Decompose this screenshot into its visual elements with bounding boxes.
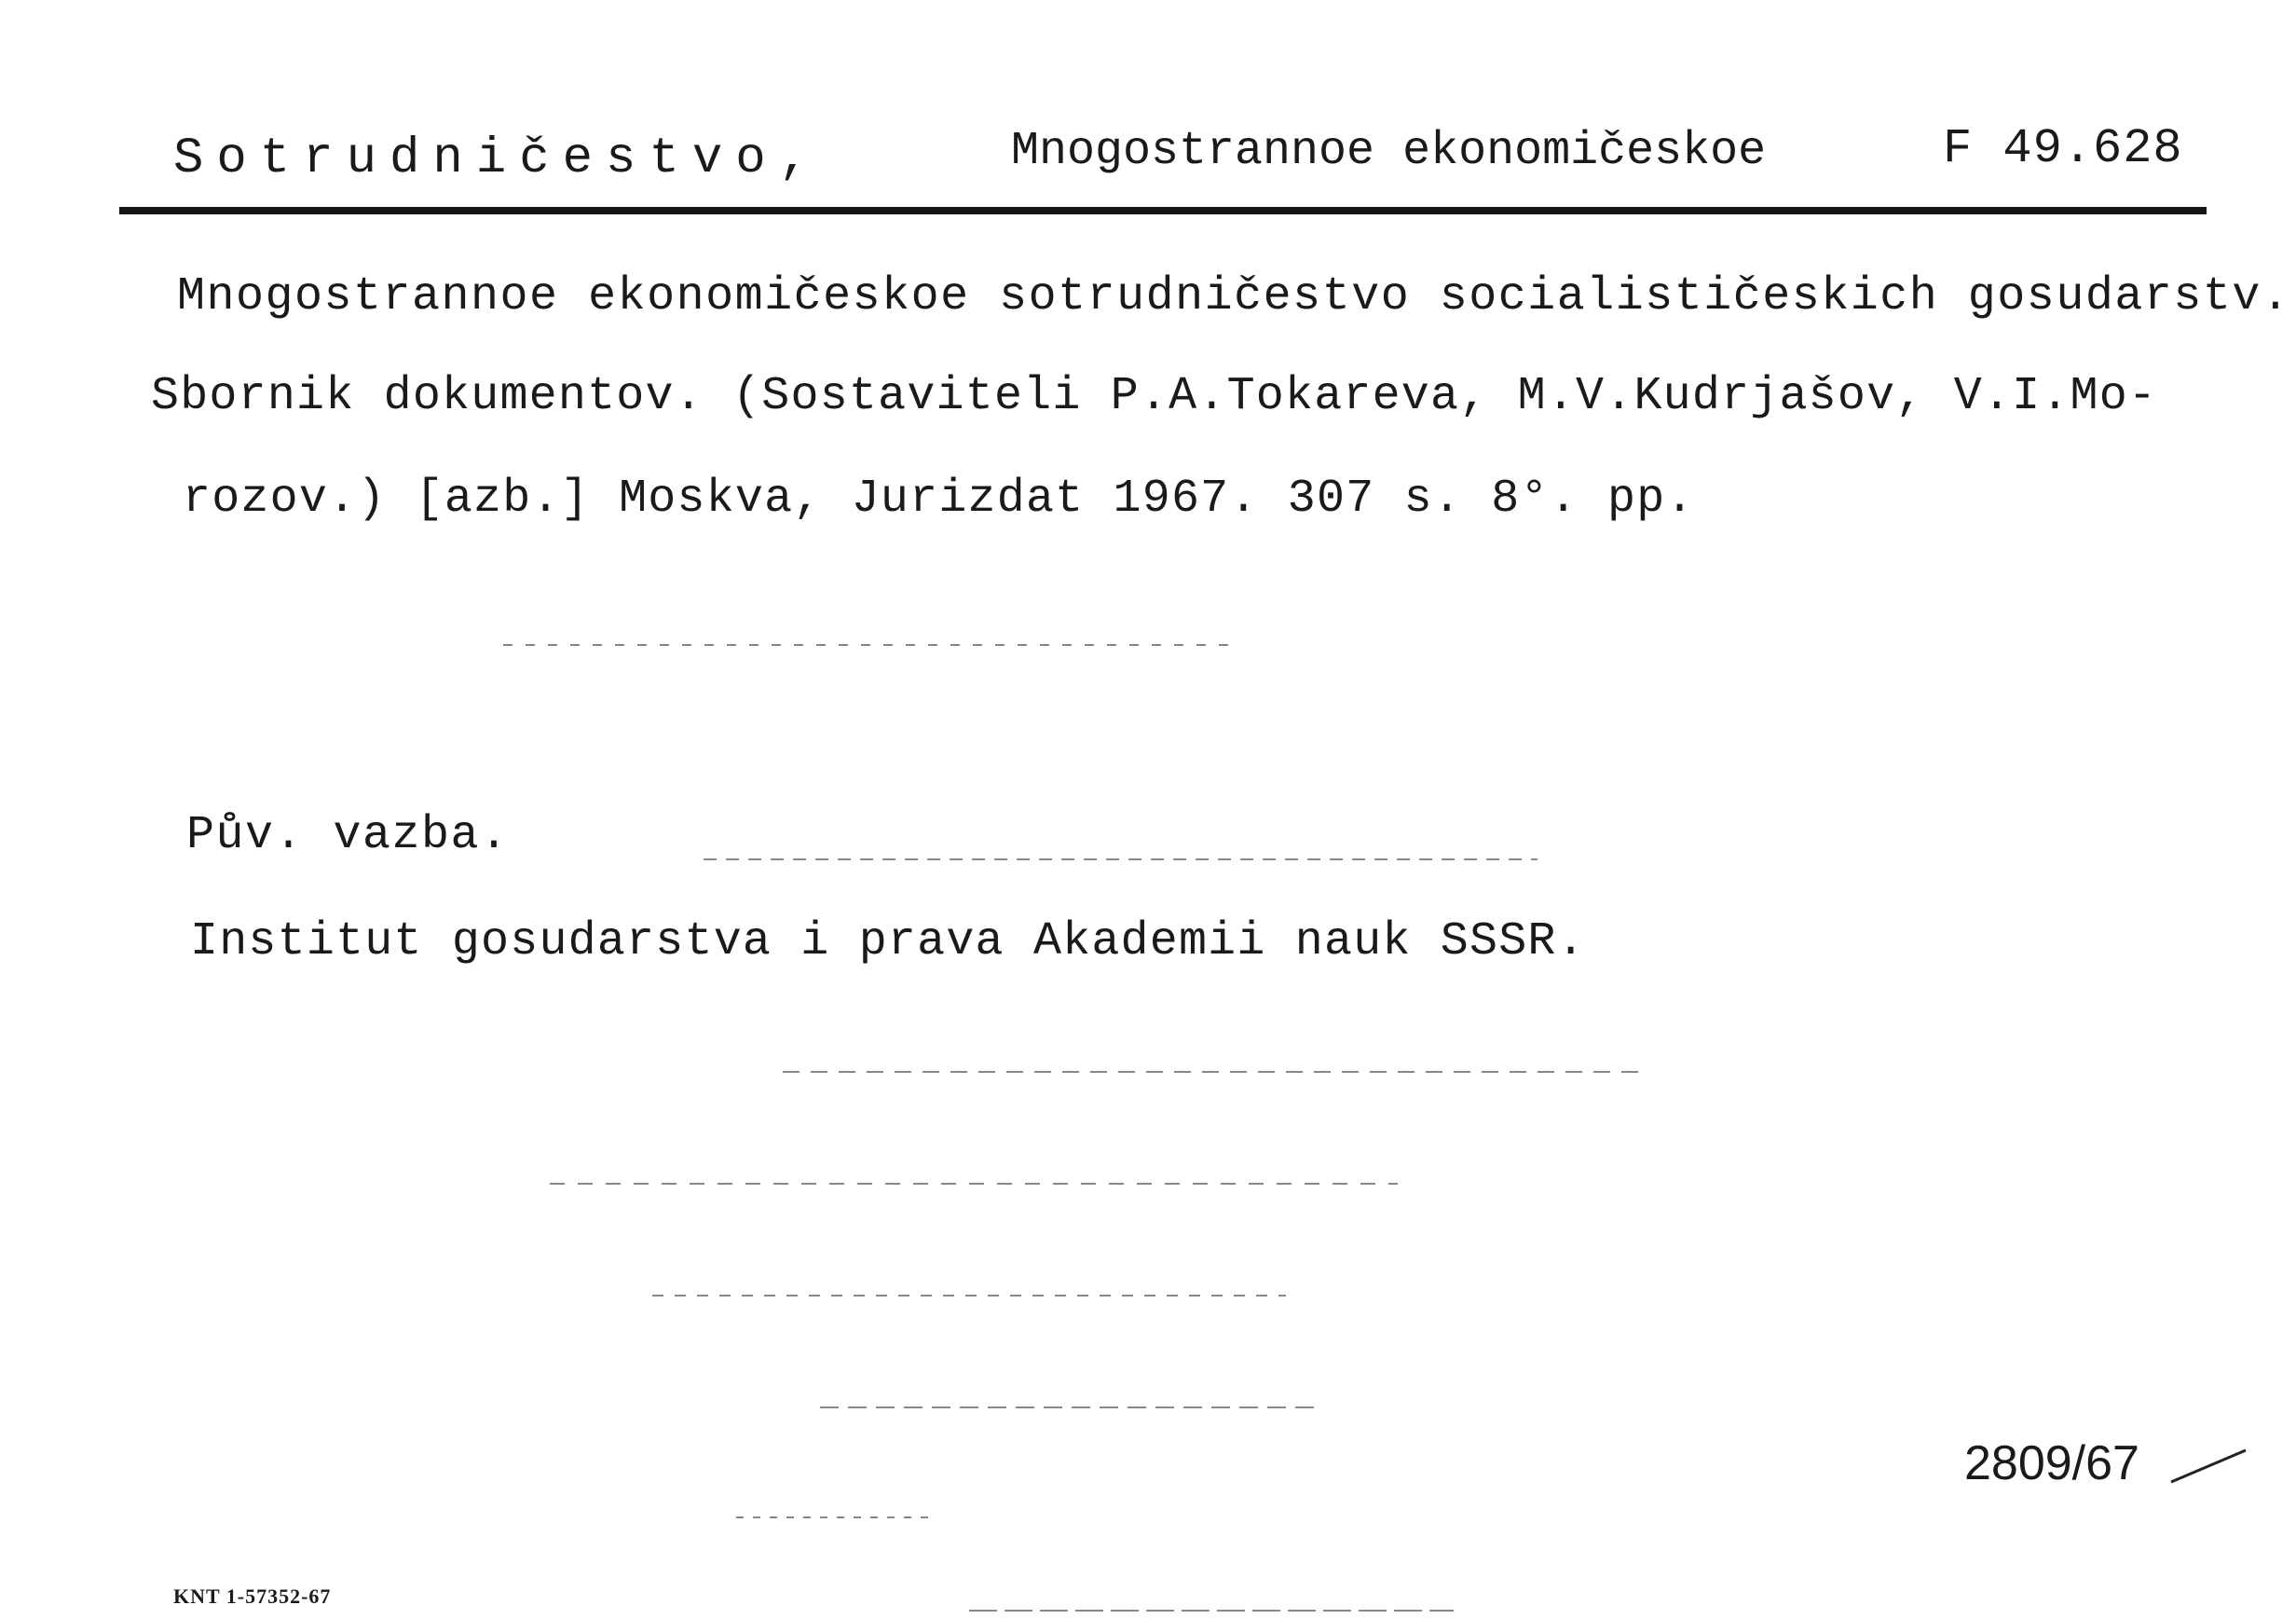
heading-term: Sotrudničestvo,	[173, 130, 823, 187]
heading-subterm: Mnogostrannoe ekonomičeskoe	[1011, 125, 1767, 178]
binding-note: Pův. vazba.	[186, 809, 510, 862]
accession-number: 2809/67	[1964, 1436, 2139, 1490]
entry-imprint-line: rozov.) [azb.] Moskva, Jurizdat 1967. 307 s. 8°. pp.	[183, 473, 1695, 526]
entry-subtitle-line: Sbornik dokumentov. (Sostaviteli P.A.Tokareva, M.V.Kudrjašov, V.I.Mo-	[151, 370, 2158, 423]
entry-title-line: Mnogostrannoe ekonomičeskoe sotrudničestvo socialističeskich gosudarstv.	[177, 270, 2291, 323]
owner-note: Institut gosudarstva i prava Akademii nauk SSSR.	[190, 915, 1586, 968]
shelfmark: F 49.628	[1943, 121, 2183, 176]
printer-mark: KNT 1-57352-67	[173, 1585, 332, 1608]
